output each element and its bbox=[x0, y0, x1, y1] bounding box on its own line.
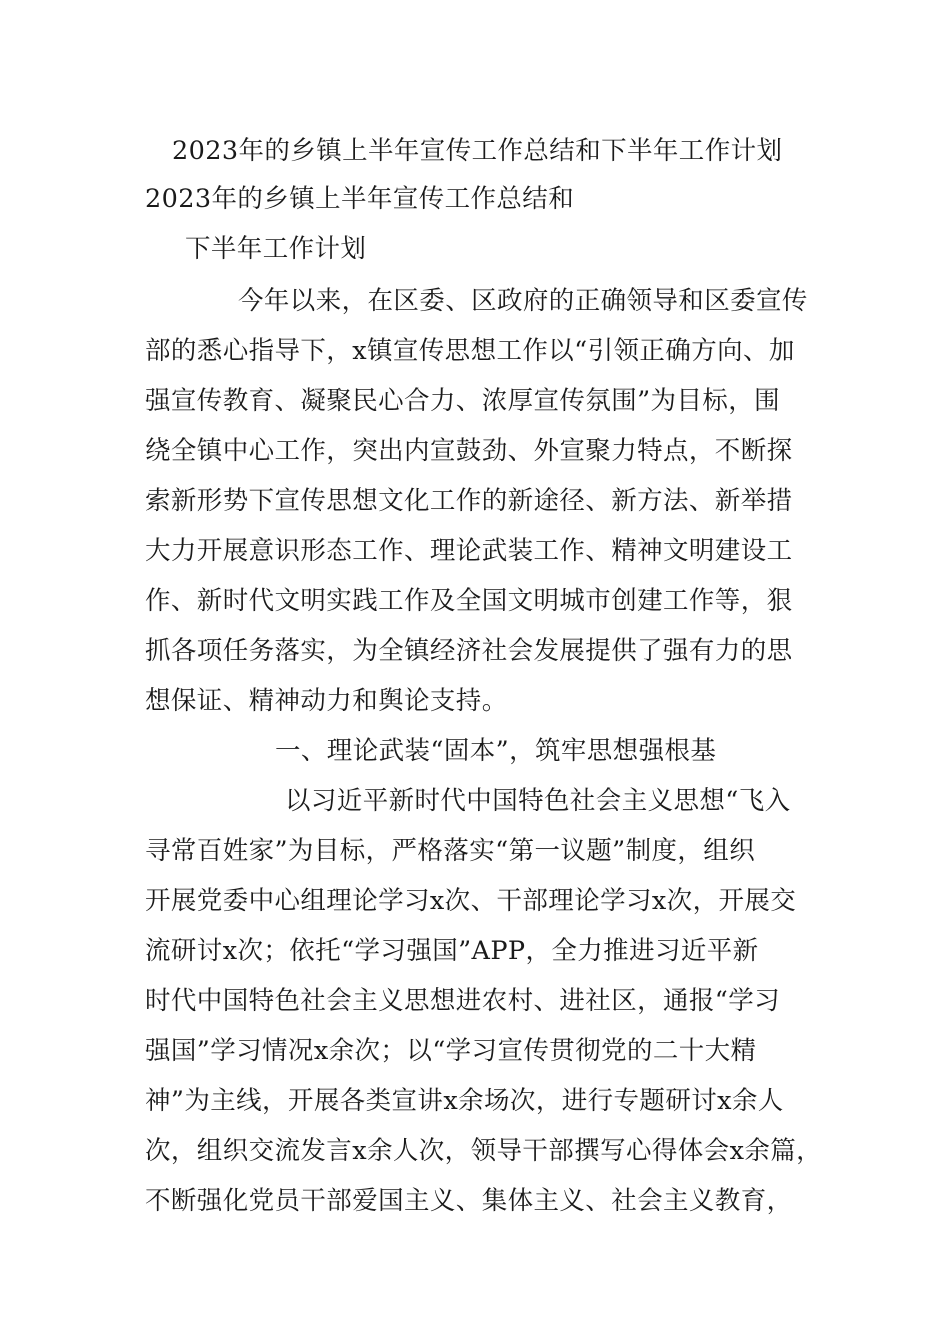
document-subtitle-line-1: 2023年的乡镇上半年宣传工作总结和 bbox=[145, 184, 575, 214]
intro-paragraph-line: 今年以来，在区委、区政府的正确领导和区委宣传 bbox=[238, 286, 808, 316]
intro-paragraph-line: 绕全镇中心工作，突出内宣鼓劲、外宣聚力特点，不断探 bbox=[145, 436, 793, 466]
section-1-paragraph-line: 流研讨x次；依托“学习强国”APP，全力推进习近平新 bbox=[145, 936, 759, 966]
document-title: 2023年的乡镇上半年宣传工作总结和下半年工作计划 bbox=[172, 136, 783, 166]
intro-paragraph-line: 抓各项任务落实，为全镇经济社会发展提供了强有力的思 bbox=[145, 636, 793, 666]
section-1-paragraph-line: 以习近平新时代中国特色社会主义思想“飞入 bbox=[285, 786, 791, 816]
document-subtitle-line-2: 下半年工作计划 bbox=[185, 234, 367, 264]
intro-paragraph-line: 大力开展意识形态工作、理论武装工作、精神文明建设工 bbox=[145, 536, 793, 566]
intro-paragraph-line: 强宣传教育、凝聚民心合力、浓厚宣传氛围”为目标，围 bbox=[145, 386, 781, 416]
section-1-paragraph-line: 神”为主线，开展各类宣讲x余场次，进行专题研讨x余人 bbox=[145, 1086, 784, 1116]
section-1-heading: 一、理论武装“固本”，筑牢思想强根基 bbox=[275, 736, 717, 766]
intro-paragraph-line: 想保证、精神动力和舆论支持。 bbox=[145, 686, 508, 716]
section-1-paragraph-line: 次，组织交流发言x余人次，领导干部撰写心得体会x余篇， bbox=[145, 1136, 823, 1166]
section-1-paragraph-line: 强国”学习情况x余次；以“学习宣传贯彻党的二十大精 bbox=[145, 1036, 757, 1066]
intro-paragraph-line: 索新形势下宣传思想文化工作的新途径、新方法、新举措 bbox=[145, 486, 793, 516]
section-1-paragraph-line: 时代中国特色社会主义思想进农村、进社区，通报“学习 bbox=[145, 986, 781, 1016]
intro-paragraph-line: 部的悉心指导下，x镇宣传思想工作以“引领正确方向、加 bbox=[145, 336, 795, 366]
section-1-paragraph-line: 寻常百姓家”为目标，严格落实“第一议题”制度，组织 bbox=[145, 836, 756, 866]
section-1-paragraph-line: 开展党委中心组理论学习x次、干部理论学习x次，开展交 bbox=[145, 886, 797, 916]
intro-paragraph-line: 作、新时代文明实践工作及全国文明城市创建工作等，狠 bbox=[145, 586, 793, 616]
section-1-paragraph-line: 不断强化党员干部爱国主义、集体主义、社会主义教育， bbox=[145, 1186, 793, 1216]
